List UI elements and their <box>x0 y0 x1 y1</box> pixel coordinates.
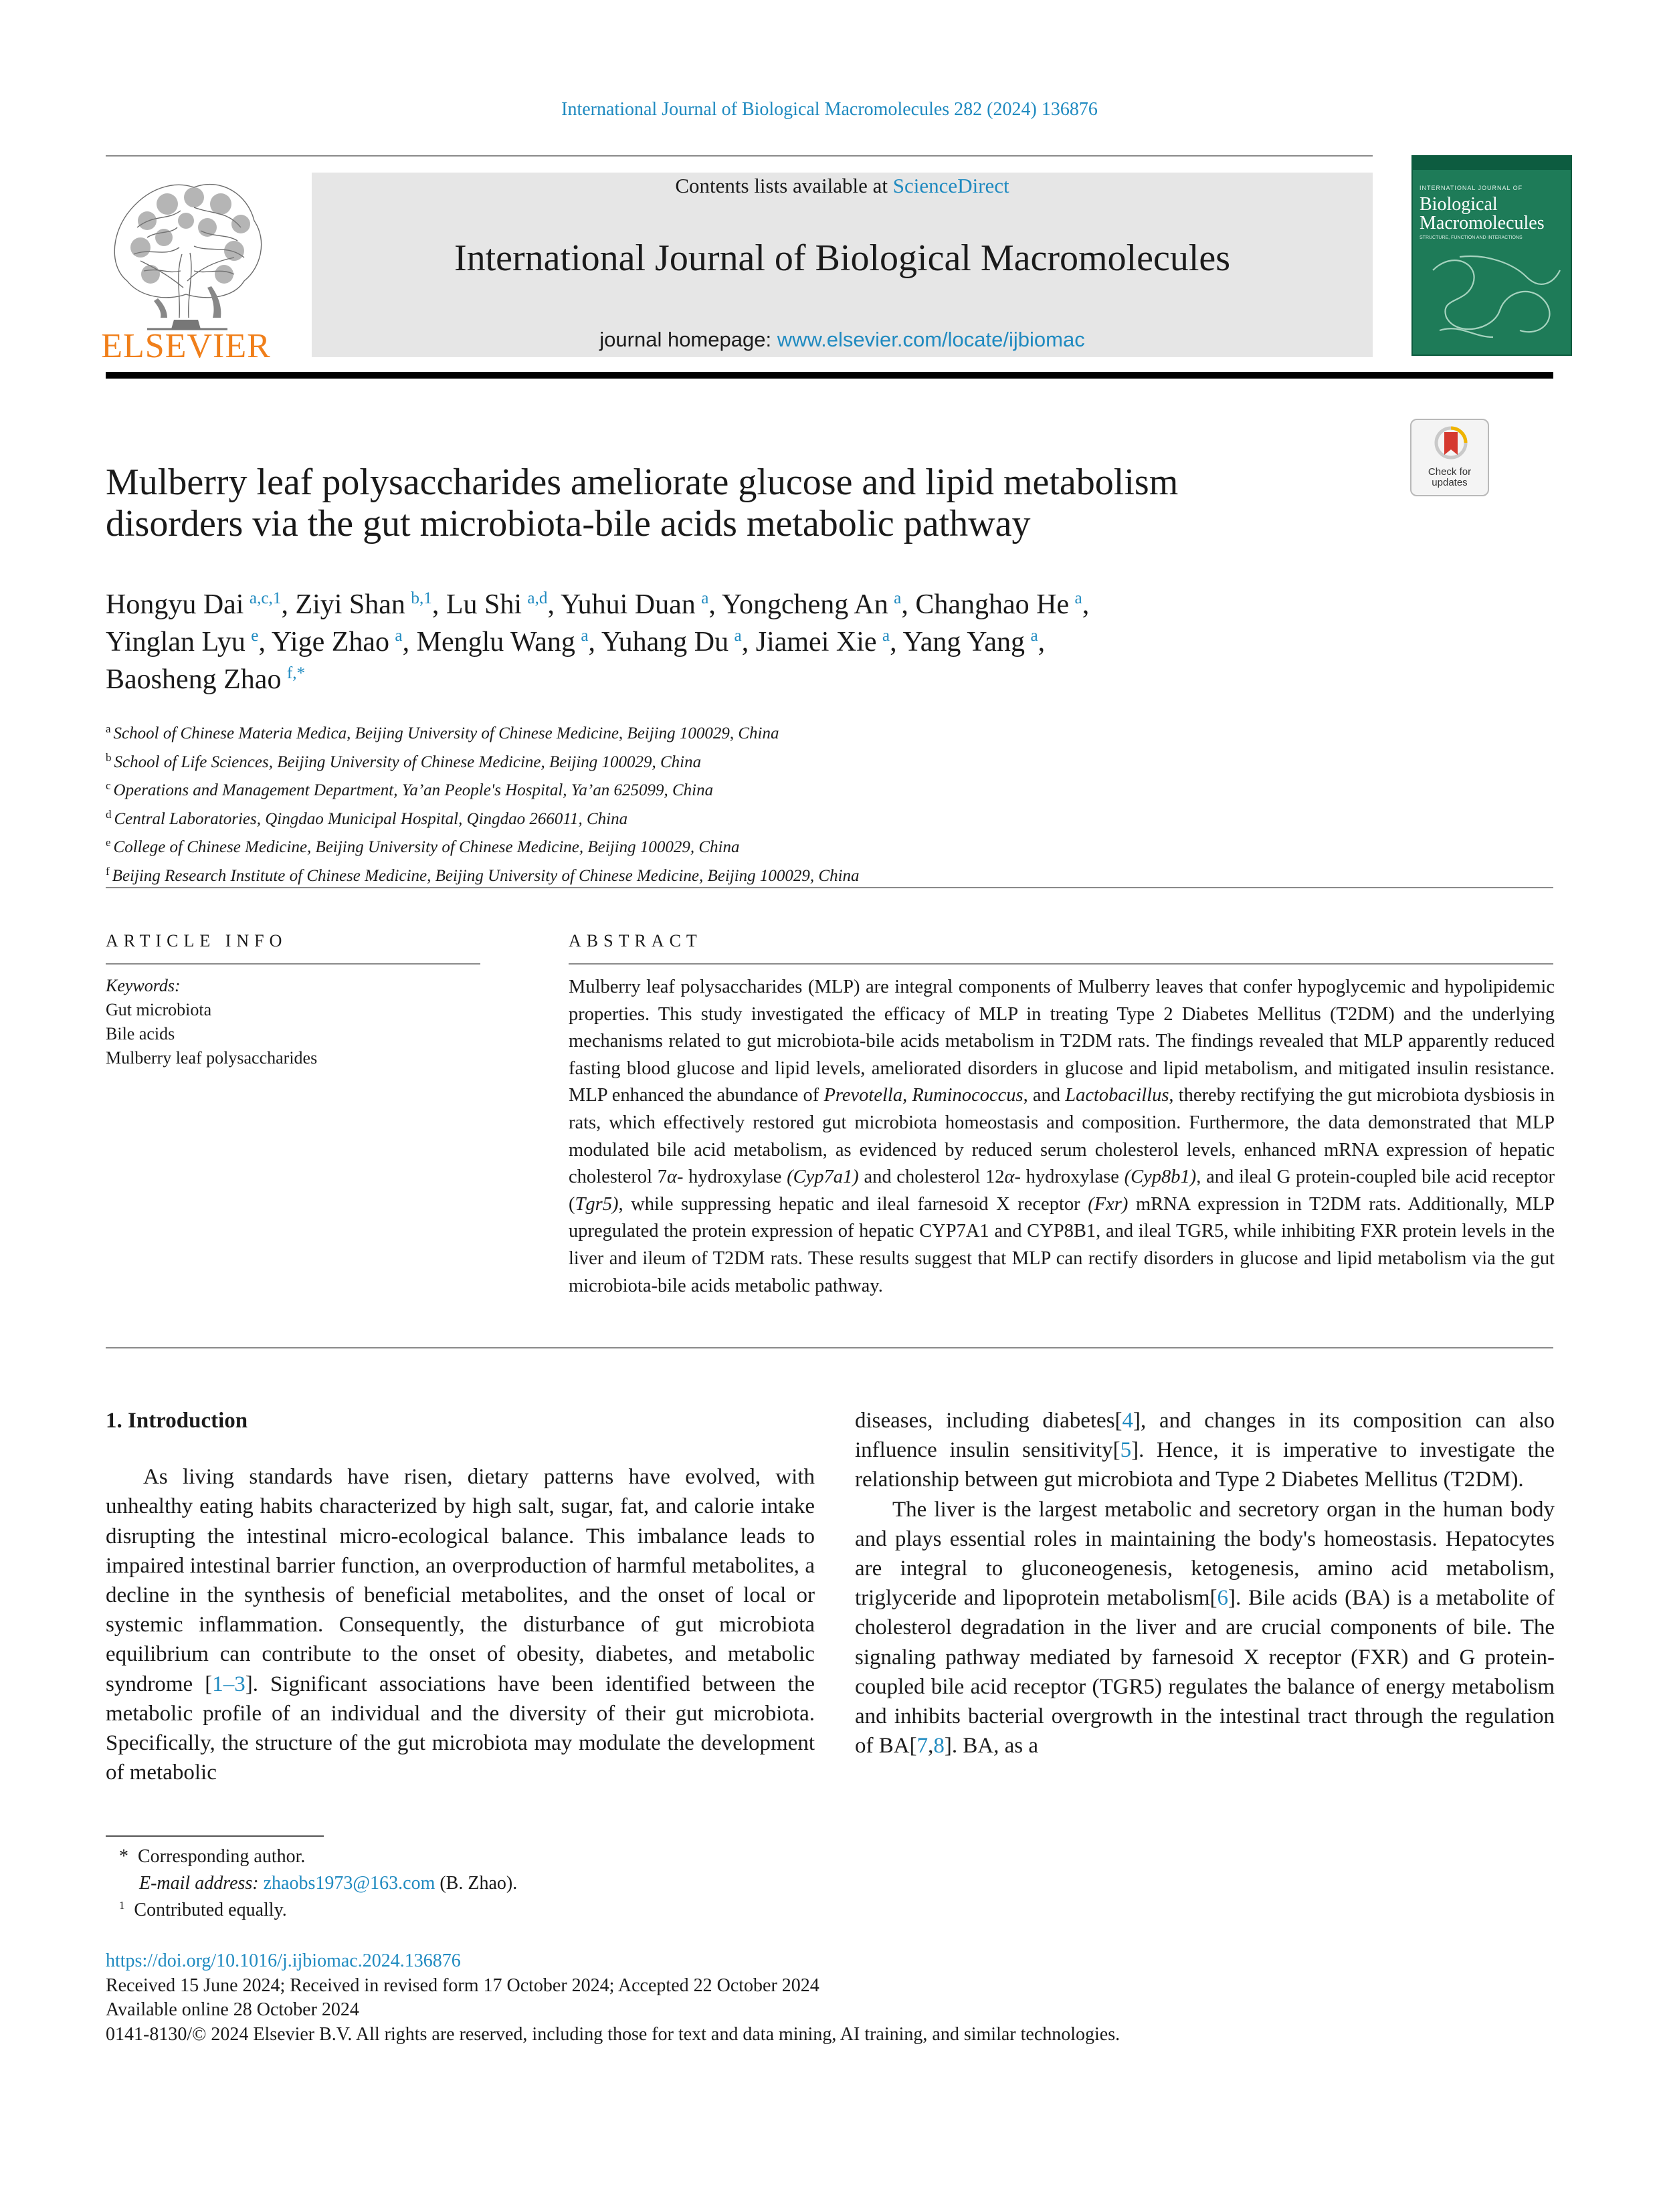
check-updates-line1: Check for <box>1428 466 1472 478</box>
keyword-item: Bile acids <box>106 1024 175 1043</box>
author-separator: , <box>741 627 756 658</box>
affil-divider <box>106 887 1553 888</box>
author-separator: , <box>1082 589 1090 620</box>
author-affil-mark[interactable]: a <box>581 626 589 645</box>
footnotes <box>119 1843 922 1924</box>
author-affil-mark[interactable]: a <box>882 626 890 645</box>
author-name[interactable]: Yang Yang <box>902 627 1031 658</box>
sciencedirect-link[interactable]: ScienceDirect <box>892 174 1009 197</box>
homepage-link[interactable]: www.elsevier.com/locate/ijbiomac <box>777 328 1085 351</box>
check-for-updates-badge[interactable] <box>1410 419 1489 496</box>
author-affil-mark[interactable]: a,c,1 <box>249 589 282 607</box>
affiliation-text: School of Life Sciences, Beijing University of Chinese Medicine, Beijing 100029, China <box>114 752 702 771</box>
keywords-block <box>106 974 480 1070</box>
affiliation-mark: b <box>106 750 112 764</box>
author-affil-mark[interactable]: a <box>395 626 403 645</box>
abstract-label: ABSTRACT <box>569 931 702 950</box>
text-run: ], and changes in its composition can also influence insulin sensitivity[ <box>855 1409 1555 1463</box>
footnote-rule <box>106 1835 324 1837</box>
corresponding-footnote <box>119 1843 922 1870</box>
author-affil-mark[interactable]: a <box>1074 589 1082 607</box>
italic-term: Lactobacillus <box>1065 1085 1169 1106</box>
keywords-label: Keywords: <box>106 976 181 995</box>
elsevier-wordmark: ELSEVIER <box>101 327 271 365</box>
affiliation-mark: c <box>106 779 111 792</box>
author-affil-mark[interactable]: a <box>734 626 742 645</box>
equal-mark: 1 <box>119 1898 125 1912</box>
text-run: , while suppressing hepatic and ileal farnesoid X receptor <box>618 1193 1088 1215</box>
italic-term: (Cyp7a1) <box>787 1167 859 1188</box>
author-separator: , <box>588 627 601 658</box>
equal-contribution-footnote <box>119 1897 922 1924</box>
cover-title <box>1420 195 1545 233</box>
affiliation-item <box>106 746 1444 775</box>
intro-paragraph-cont <box>855 1406 1555 1495</box>
italic-term: (Cyp8b1) <box>1124 1167 1197 1188</box>
affiliation-mark: a <box>106 722 111 735</box>
author-name[interactable]: Yuhang Du <box>601 627 735 658</box>
intro-paragraph-2 <box>855 1495 1555 1761</box>
author-name[interactable]: Yinglan Lyu <box>106 627 252 658</box>
publication-info <box>106 1949 1577 2047</box>
check-updates-line2: updates <box>1432 477 1468 488</box>
abstract-rule <box>569 963 1553 965</box>
author-separator: , <box>431 589 446 620</box>
text-run: - hydroxylase <box>676 1167 787 1188</box>
author-separator: , <box>402 627 417 658</box>
text-run: ]. Significant associations have been identified between the metabolic profile of an individual and the diversity of their gut microbiota. Specifically, the structure of the gut microbiota may modulate the development of metabolic <box>106 1672 815 1785</box>
author-name[interactable]: Menglu Wang <box>416 627 581 658</box>
author-affil-mark[interactable]: e <box>251 626 259 645</box>
author-separator: , <box>890 627 903 658</box>
affiliation-text: College of Chinese Medicine, Beijing University of Chinese Medicine, Beijing 100029, China <box>113 838 740 856</box>
author-affil-mark[interactable]: f,* <box>286 664 306 682</box>
received-dates: Received 15 June 2024; Received in revised form 17 October 2024; Accepted 22 October 2024 <box>106 1975 819 1996</box>
keyword-item: Gut microbiota <box>106 1000 212 1019</box>
author-separator: , <box>901 589 916 620</box>
email-footnote <box>119 1870 922 1897</box>
text-run: , and <box>1023 1085 1066 1106</box>
journal-title: International Journal of Biological Macromolecules <box>454 237 1231 279</box>
email-link[interactable]: zhaobs1973@163.com <box>263 1873 435 1894</box>
affiliation-item <box>106 831 1444 860</box>
author-affil-mark[interactable]: a <box>1030 626 1038 645</box>
cover-molecule-art <box>1420 243 1567 344</box>
corresponding-text: Corresponding author. <box>138 1846 306 1867</box>
author-name[interactable]: Changhao He <box>915 589 1075 620</box>
author-name[interactable]: Yige Zhao <box>271 627 395 658</box>
affiliation-text: Beijing Research Institute of Chinese Medicine, Beijing University of Chinese Medicine, Beijing 100029, China <box>112 866 860 885</box>
text-run: ]. Bile acids (BA) is a metabolite of cholesterol degradation in the liver and are crucial components of bile. The signaling pathway mediated by farnesoid X receptor (FXR) and G protein-coupled bile acid receptor (TGR5) regulates the balance of energy metabolism and inhibits bacterial overgrowth in the intestinal tract through the regulation of BA[ <box>855 1586 1555 1758</box>
affiliation-text: School of Chinese Materia Medica, Beijing University of Chinese Medicine, Beijing 100029, China <box>113 724 779 742</box>
article-info-label: ARTICLE INFO <box>106 931 288 950</box>
author-affil-mark[interactable]: b,1 <box>411 589 432 607</box>
right-column <box>855 1406 1555 1761</box>
author-name[interactable]: Ziyi Shan <box>295 589 411 620</box>
text-run: As living standards have risen, dietary patterns have evolved, with unhealthy eating habits characterized by high salt, sugar, fat, and calorie intake disrupting the intestinal micro-ecological balance. This imbalance leads to impaired intestinal barrier function, an overproduction of harmful metabolites, a decline in the synthesis of beneficial metabolites, and the onset of local or systemic inflammation. Consequently, the disturbance of gut microbiota equilibrium can contribute to the onset of obesity, diabetes, and metabolic syndrome [ <box>106 1465 815 1696</box>
abstract-divider <box>106 1347 1553 1348</box>
author-affil-mark[interactable]: a <box>701 589 709 607</box>
text-run: The liver is the largest metabolic and secretory organ in the human body and plays essential roles in maintaining the body's homeostasis. Hepatocytes are integral to gluconeogenesis, ketogenesis, amino acid metabolism, triglyceride and lipoprotein metabolism[ <box>855 1497 1555 1611</box>
affiliation-item <box>106 717 1444 746</box>
author-name[interactable]: Hongyu Dai <box>106 589 250 620</box>
affiliation-text: Operations and Management Department, Ya’an People's Hospital, Ya’an 625099, China <box>113 781 714 799</box>
affiliation-mark: e <box>106 836 111 849</box>
affiliation-item <box>106 803 1444 831</box>
keyword-item: Mulberry leaf polysaccharides <box>106 1048 318 1068</box>
citation-link[interactable]: 4 <box>1122 1409 1134 1433</box>
homepage-prefix: journal homepage: <box>599 328 777 351</box>
citation-link[interactable]: 5 <box>1120 1438 1132 1463</box>
intro-heading: 1. Introduction <box>106 1409 248 1433</box>
affiliation-mark: f <box>106 864 110 878</box>
author-affil-mark[interactable]: a,d <box>527 589 548 607</box>
top-divider <box>106 155 1373 157</box>
journal-cover-image[interactable] <box>1411 155 1572 356</box>
text-run: Mulberry leaf polysaccharides (MLP) are integral components of Mulberry leaves that confer hypoglycemic and hypolipidemic properties. This study investigated the efficacy of MLP in treating Type 2 Diabetes Mellitus (T2DM) and the underlying mechanisms related to gut microbiota-bile acids metabolism in T2DM rats. The findings revealed that MLP apparently reduced fasting blood glucose and lipid levels, ameliorated disorders in glucose and lipid metabolism, and mitigated insulin resistance. MLP enhanced the abundance of <box>569 977 1555 1106</box>
email-label: E-mail address: <box>139 1873 259 1894</box>
homepage-line <box>312 328 1373 352</box>
cover-subtitle: STRUCTURE, FUNCTION AND INTERACTIONS <box>1420 235 1523 240</box>
citation-link[interactable]: 1–3 <box>212 1672 246 1696</box>
author-list <box>106 586 1410 698</box>
equal-text: Contributed equally. <box>134 1900 287 1920</box>
author-name[interactable]: Baosheng Zhao <box>106 664 287 695</box>
affiliation-item <box>106 860 1444 888</box>
paper-title <box>106 462 1377 544</box>
cover-band <box>1413 157 1571 170</box>
left-column <box>106 1406 815 1787</box>
available-online: Available online 28 October 2024 <box>106 1999 359 2020</box>
bookmark-icon <box>1434 425 1468 466</box>
author-separator: , <box>708 589 722 620</box>
affiliation-item <box>106 774 1444 803</box>
cover-title-line1: Biological <box>1420 194 1498 215</box>
author-name[interactable]: Jiamei Xie <box>755 627 882 658</box>
email-suffix: (B. Zhao). <box>435 1873 518 1894</box>
citation-link[interactable]: 7 <box>916 1734 929 1758</box>
paper-title-line1: Mulberry leaf polysaccharides ameliorate glucose and lipid metabolism <box>106 462 1179 503</box>
header-thick-rule <box>106 372 1553 379</box>
author-name[interactable]: Yongcheng An <box>721 589 894 620</box>
italic-term: Ruminococcus <box>912 1085 1023 1106</box>
corresponding-mark: * <box>119 1846 128 1867</box>
text-run: , thereby rectifying the gut microbiota dysbiosis in rats, which effectively restored gut microbiota homeostasis and composition. Furthermore, the data demonstrated that MLP modulated bile acid metabolism, as evidenced by reduced serum cholesterol levels, enhanced mRNA expression of hepatic cholesterol 7 <box>569 1085 1555 1188</box>
italic-term: α <box>1004 1167 1015 1188</box>
text-run: ]. Hence, it is imperative to investigate the relationship between gut microbiota and Type 2 Diabetes Mellitus (T2DM). <box>855 1438 1555 1492</box>
author-separator: , <box>258 627 272 658</box>
citation-link[interactable]: 6 <box>1217 1586 1229 1611</box>
contents-prefix: Contents lists available at <box>675 174 893 197</box>
affiliation-list <box>106 717 1444 888</box>
text-run: , <box>902 1085 912 1106</box>
text-run: mRNA expression in T2DM rats. Additionally, MLP upregulated the protein expression of hepatic CYP7A1 and CYP8B1, and ileal TGR5, while inhibiting FXR protein levels in the liver and ileum of T2DM rats. These results suggest that MLP can rectify disorders in glucose and lipid metabolism via the gut microbiota-bile acids metabolic pathway. <box>569 1193 1555 1296</box>
text-run: , and ileal G protein-coupled bile acid receptor ( <box>569 1167 1555 1215</box>
journal-reference[interactable]: International Journal of Biological Macromolecules 282 (2024) 136876 <box>561 99 1098 120</box>
copyright: 0141-8130/© 2024 Elsevier B.V. All rights are reserved, including those for text and data mining, AI training, and similar technologies. <box>106 2023 1120 2045</box>
article-info-rule <box>106 963 480 965</box>
contents-line <box>312 174 1373 198</box>
text-run: and cholesterol 12 <box>858 1167 1005 1188</box>
italic-term: Prevotella <box>823 1085 903 1106</box>
author-name[interactable]: Lu Shi <box>446 589 528 620</box>
author-separator: , <box>281 589 296 620</box>
author-affil-mark[interactable]: a <box>894 589 902 607</box>
affiliation-text: Central Laboratories, Qingdao Municipal Hospital, Qingdao 266011, China <box>114 809 628 828</box>
text-run: diseases, including diabetes[ <box>855 1409 1123 1433</box>
author-separator: , <box>1038 627 1046 658</box>
author-separator: , <box>547 589 561 620</box>
citation-link[interactable]: 8 <box>933 1734 945 1758</box>
italic-term: Tgr5) <box>575 1193 619 1215</box>
text-run: , <box>928 1734 934 1758</box>
author-name[interactable]: Yuhui Duan <box>560 589 702 620</box>
italic-term: (Fxr) <box>1088 1193 1129 1215</box>
cover-title-line2: Macromolecules <box>1420 213 1545 233</box>
doi-link[interactable]: https://doi.org/10.1016/j.ijbiomac.2024.136876 <box>106 1950 461 1971</box>
abstract-text <box>569 974 1555 1300</box>
check-updates-text <box>1411 467 1488 488</box>
text-run: ]. BA, as a <box>944 1734 1039 1758</box>
text-run: - hydroxylase <box>1014 1167 1125 1188</box>
cover-small-caps: INTERNATIONAL JOURNAL OF <box>1420 185 1523 191</box>
italic-term: α <box>666 1167 677 1188</box>
affiliation-mark: d <box>106 807 112 821</box>
intro-paragraph-1 <box>106 1462 815 1787</box>
paper-title-line2: disorders via the gut microbiota-bile acids metabolic pathway <box>106 503 1031 544</box>
